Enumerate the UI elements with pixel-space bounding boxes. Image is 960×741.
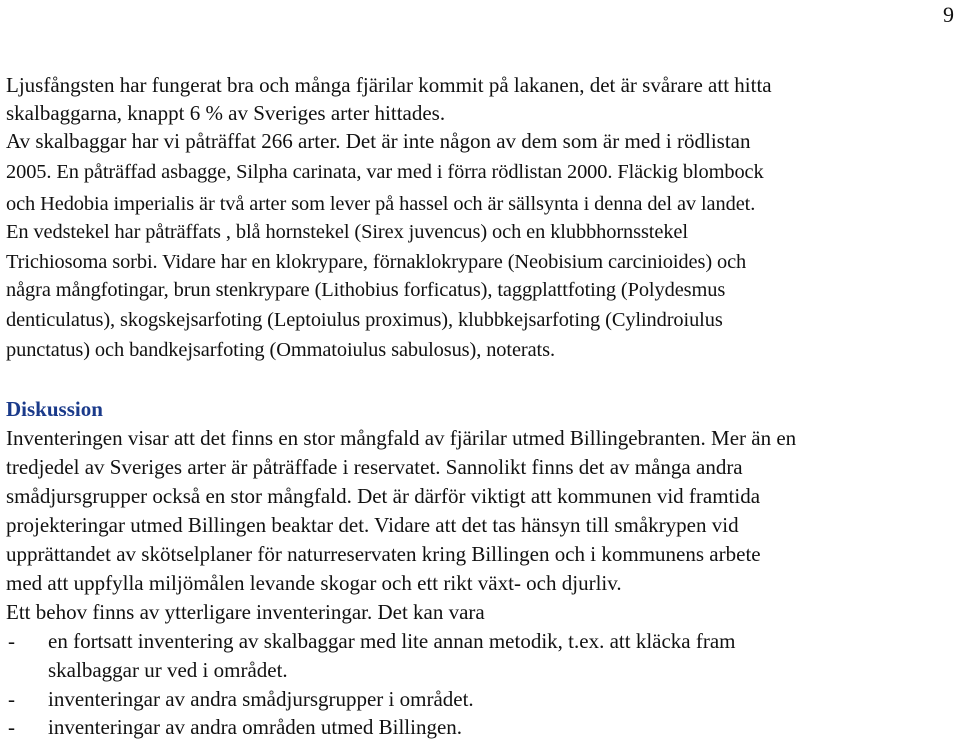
- text-line: Av skalbaggar har vi påträffat 266 arter. Det är inte någon av dem som är med i rödlistan: [6, 129, 751, 153]
- text-line: Inventeringen visar att det finns en stor mångfald av fjärilar utmed Billingebranten. Mer än en: [6, 426, 797, 450]
- text-line: smådjursgrupper också en stor mångfald. Det är därför viktigt att kommunen vid framtida: [6, 484, 761, 508]
- section-heading: Diskussion: [6, 397, 103, 421]
- list-item-text: inventeringar av andra smådjursgrupper i området.: [48, 687, 474, 711]
- list-item-text: en fortsatt inventering av skalbaggar med lite annan metodik, t.ex. att kläcka fram: [48, 629, 736, 653]
- text-line: denticulatus), skogskejsarfoting (Leptoiulus proximus), klubbkejsarfoting (Cylindroiulus: [6, 309, 723, 331]
- text-line: tredjedel av Sveriges arter är påträffade i reservatet. Sannolikt finns det av många andra: [6, 455, 743, 479]
- list-item-text: inventeringar av andra områden utmed Billingen.: [48, 715, 463, 739]
- text-line: några mångfotingar, brun stenkrypare (Lithobius forficatus), taggplattfoting (Polydesmus: [6, 279, 726, 301]
- text-line: och Hedobia imperialis är två arter som lever på hassel och är sällsynta i denna del av landet.: [6, 193, 756, 215]
- text-line: En vedstekel har påträffats , blå hornstekel (Sirex juvencus) och en klubbhornsstekel: [6, 221, 688, 243]
- bullet-dash: -: [8, 687, 15, 711]
- text-line: projekteringar utmed Billingen beaktar det. Vidare att det tas hänsyn till småkrypen vid: [6, 513, 739, 537]
- page-number: 9: [943, 2, 954, 27]
- text-line: Ett behov finns av ytterligare inventeringar. Det kan vara: [6, 600, 485, 624]
- bullet-dash: -: [8, 715, 15, 739]
- bullet-dash: -: [8, 629, 15, 653]
- text-line: upprättandet av skötselplaner för naturreservaten kring Billingen och i kommunens arbete: [6, 542, 761, 566]
- text-line: Ljusfångsten har fungerat bra och många fjärilar kommit på lakanen, det är svårare att hitta: [6, 73, 772, 97]
- text-line: skalbaggarna, knappt 6 % av Sveriges arter hittades.: [6, 101, 446, 125]
- list-item-text: skalbaggar ur ved i området.: [48, 658, 288, 682]
- text-line: Trichiosoma sorbi. Vidare har en klokrypare, förnaklokrypare (Neobisium carcinioides) och: [6, 251, 747, 273]
- text-line: 2005. En påträffad asbagge, Silpha carinata, var med i förra rödlistan 2000. Fläckig blombock: [6, 161, 764, 183]
- text-line: med att uppfylla miljömålen levande skogar och ett rikt växt- och djurliv.: [6, 571, 622, 595]
- text-line: punctatus) och bandkejsarfoting (Ommatoiulus sabulosus), noterats.: [6, 339, 555, 361]
